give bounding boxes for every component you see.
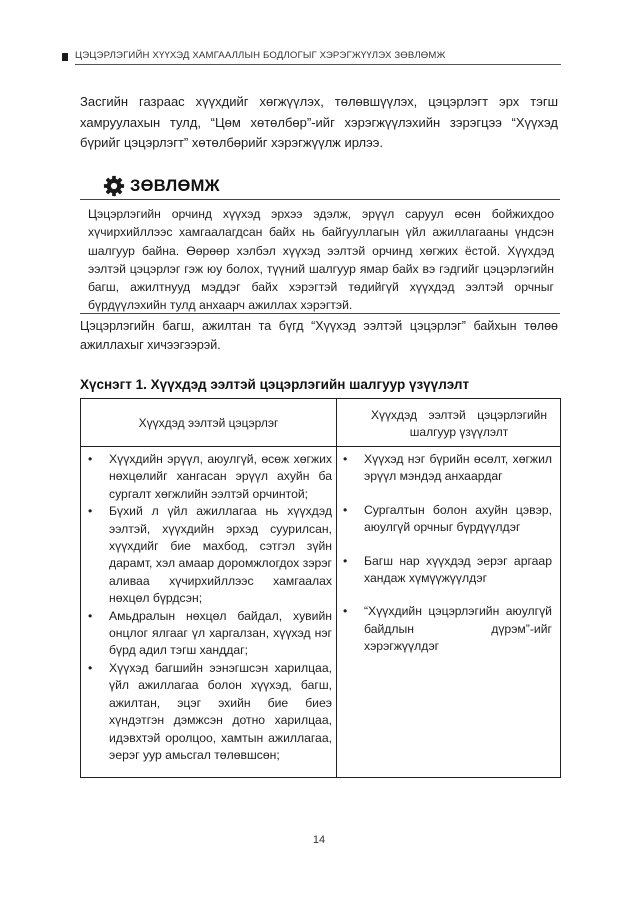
recommendation-title: ЗӨВЛӨМЖ [130,176,220,195]
table-header-right [371,407,547,441]
table-column-divider [336,399,337,777]
page-number: 14 [312,834,326,846]
list-item: • Хүүхэд багшийн ээнэгшсэн харилцаа, үйл ажиллагаа болон хүүхэд, багш, ажилтан, эцэг эхийн бие биеэ хүндэтгэн дэмжсэн дотно харилцаа, идэвхтэй оролцоо, хамтын ажиллагаа, эерэг уур амьсгал төлөвшсөн; [87,660,332,764]
list-item: • Бүхий л үйл ажиллагаа нь хүүхдэд ээлтэй, хүүхдийн эрхэд суурилсан, хүүхдийг бие махбод, сэтгэл зүйн дарамт, хэл амаар доромжлогдох зэрэг аливаа хүчирхийллээс хамгаалах нөхцөл бүрдсэн; [87,503,332,607]
intro-paragraph: Засгийн газраас хүүхдийг хөгжүүлэх, төлөвшүүлэх, цэцэрлэгт эрх тэгш хамруулахын тулд, “Цөм хөтөлбөр”-ийг хэрэгжүүлэхийн зэрэгцээ “Хүүхэд бүрийг цэцэрлэгт” хөтөлбөрийг хэрэгжүүлж ирлээ. [80,94,558,150]
recommendation-heading [103,174,220,198]
running-header: ЦЭЦЭРЛЭГИЙН ХҮҮХЭД ХАМГААЛЛЫН БОДЛОГЫГ ХЭРЭГЖҮҮЛЭХ ЗӨВЛӨМЖ [75,50,446,61]
table-header-left: Хүүхдэд ээлтэй цэцэрлэг [138,416,279,430]
criteria-indicator-list [342,451,552,672]
list-item: • Амьдралын нөхцөл байдал, хувийн онцлог ялгааг үл харгалзан, хүүхэд нэг бүрд адил тэгш ханддаг; [87,608,332,660]
table-header-right-line1: Хүүхдэд ээлтэй цэцэрлэгийн [371,408,547,422]
table-header-divider [81,446,560,447]
table-caption: Хүснэгт 1. Хүүхдэд ээлтэй цэцэрлэгийн шалгуур үзүүлэлт [80,377,470,392]
call-to-action-paragraph: Цэцэрлэгийн багш, ажилтан та бүгд “Хүүхэд ээлтэй цэцэрлэг” байхын төлөө ажиллахыг хичээгээрэй. [80,319,558,352]
table-header-right-line2: шалгуур үзүүлэлт [409,425,509,439]
header-rule [75,64,561,65]
header-marker [62,53,68,61]
list-item: • Сургалтын болон ахуйн цэвэр, аюулгүй орчныг бүрдүүлдэг [342,502,552,537]
criteria-table [80,398,561,778]
list-item: • Хүүхдийн эрүүл, аюулгүй, өсөж хөгжих нөхцөлийг хангасан эрүүл ахуйн ба сургалт хөгжлийн ээлтэй орчинтой; [87,451,332,503]
list-item: • Багш нар хүүхдэд эерэг аргаар хандаж хүмүүжүүлдэг [342,553,552,588]
friendly-kindergarten-list [87,451,332,764]
list-item: • Хүүхэд нэг бүрийн өсөлт, хөгжил эрүүл мэндэд анхаардаг [342,451,552,486]
gear-icon [103,175,125,197]
list-item: • “Хүүхдийн цэцэрлэгийн аюулгүй байдлын дүрэм”-ийг хэрэгжүүлдэг [342,603,552,655]
recommendation-text: Цэцэрлэгийн орчинд хүүхэд эрхээ эдэлж, эрүүл саруул өсөн бойжихдоо хүчирхийллээс хамгаалагдсан байх нь байгууллагын үйл ажиллагааны үндсэн шалгуур байна. Өөрөөр хэлбэл хүүхэд ээлтэй орчинд хөгжих ёстой. Хүүхдэд ээлтэй цэцэрлэг гэж юу болох, түүний шалгуур ямар байх вэ гэдгийг цэцэрлэгийн багш, ажилтнууд мэддэг байх хэрэгтэй төдийгүй хүүхдэд ээлтэй орчныг бүрдүүлэхийн тулд анхаарч ажиллах хэрэгтэй. [88,207,554,313]
